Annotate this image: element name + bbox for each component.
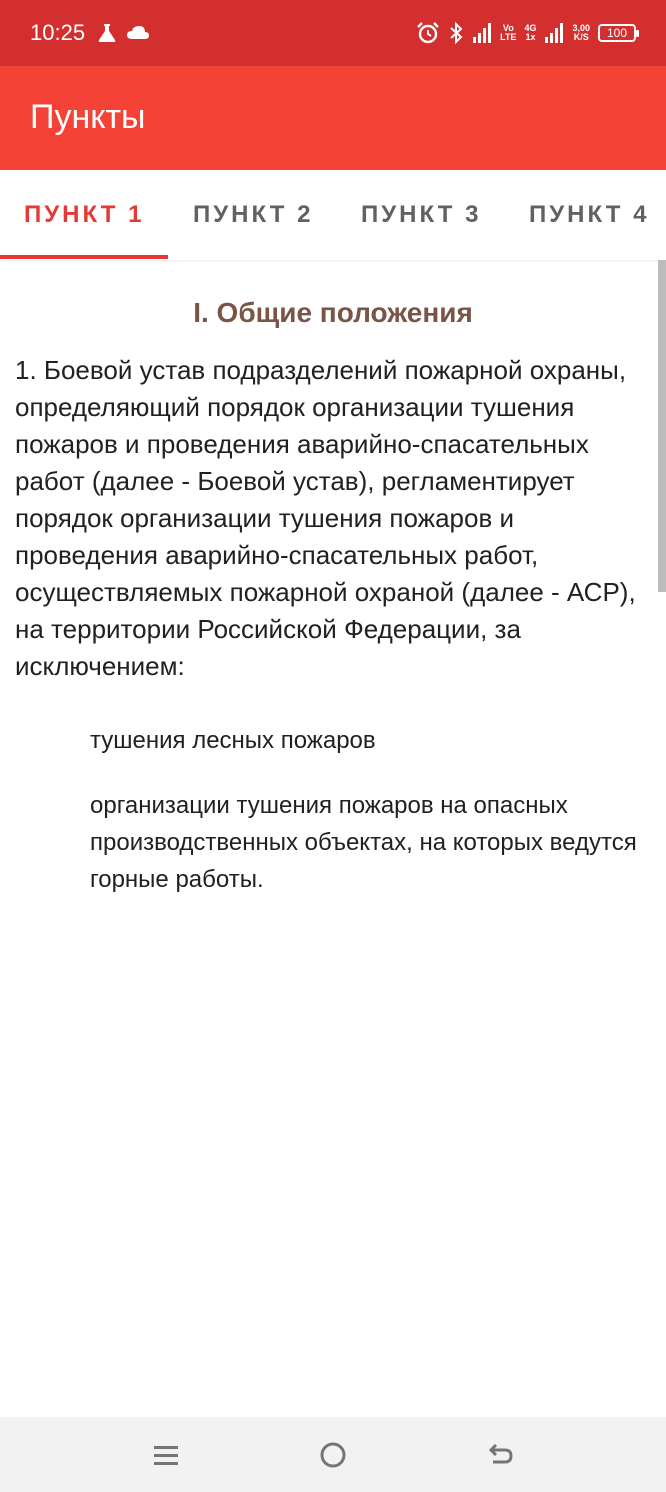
status-time: 10:25 [30, 20, 86, 45]
status-notification-icons [96, 20, 150, 46]
body-paragraph: 1. Боевой устав подразделений пожарной охраны, определяющий порядок организации тушения пожаров и проведения аварийно-спасательных работ (далее - Боевой устав), регламентирует порядок организации тушения пожаров и проведения аварийно-спасательных работ, осуществляемых пожарной охраной (далее - АСР), на территории Российской Федерации, за исключением: [15, 355, 636, 681]
network-type: Vo LTE [500, 23, 517, 42]
status-system-icons [416, 18, 636, 48]
menu-icon [152, 1441, 180, 1469]
status-bar [0, 0, 666, 66]
active-tab-indicator [0, 255, 168, 259]
home-icon [318, 1440, 348, 1470]
tab-punkt-4[interactable]: ПУНКТ 4 [529, 201, 650, 228]
home-button[interactable] [313, 1437, 353, 1473]
content-scroll-area[interactable] [0, 260, 658, 1415]
battery-icon: 100 [598, 24, 636, 42]
notification-flask-icon [96, 22, 118, 44]
network-generation: 4G 1x [524, 23, 537, 42]
bluetooth-icon [448, 21, 464, 45]
scrollbar[interactable] [658, 260, 666, 592]
signal-icon [472, 22, 492, 44]
back-button[interactable] [480, 1437, 520, 1473]
page-title: Пункты [30, 98, 146, 136]
list-item: тушения лесных пожаров [90, 727, 376, 754]
back-icon [485, 1440, 515, 1470]
tab-punkt-1[interactable]: ПУНКТ 1 [24, 201, 145, 228]
alarm-icon [416, 21, 440, 45]
tab-punkt-3[interactable]: ПУНКТ 3 [361, 201, 482, 228]
section-heading: I. Общие положения [193, 297, 473, 328]
menu-button[interactable] [146, 1437, 186, 1473]
navigation-bar [0, 1417, 666, 1492]
tab-bar [0, 170, 666, 260]
cloud-icon [126, 22, 150, 44]
list-item: организации тушения пожаров на опасных производственных объектах, на которых ведутся горные работы. [90, 792, 637, 893]
signal-icon [544, 22, 564, 44]
network-speed: 3,00 K/S [572, 23, 590, 42]
tab-punkt-2[interactable]: ПУНКТ 2 [193, 201, 314, 228]
